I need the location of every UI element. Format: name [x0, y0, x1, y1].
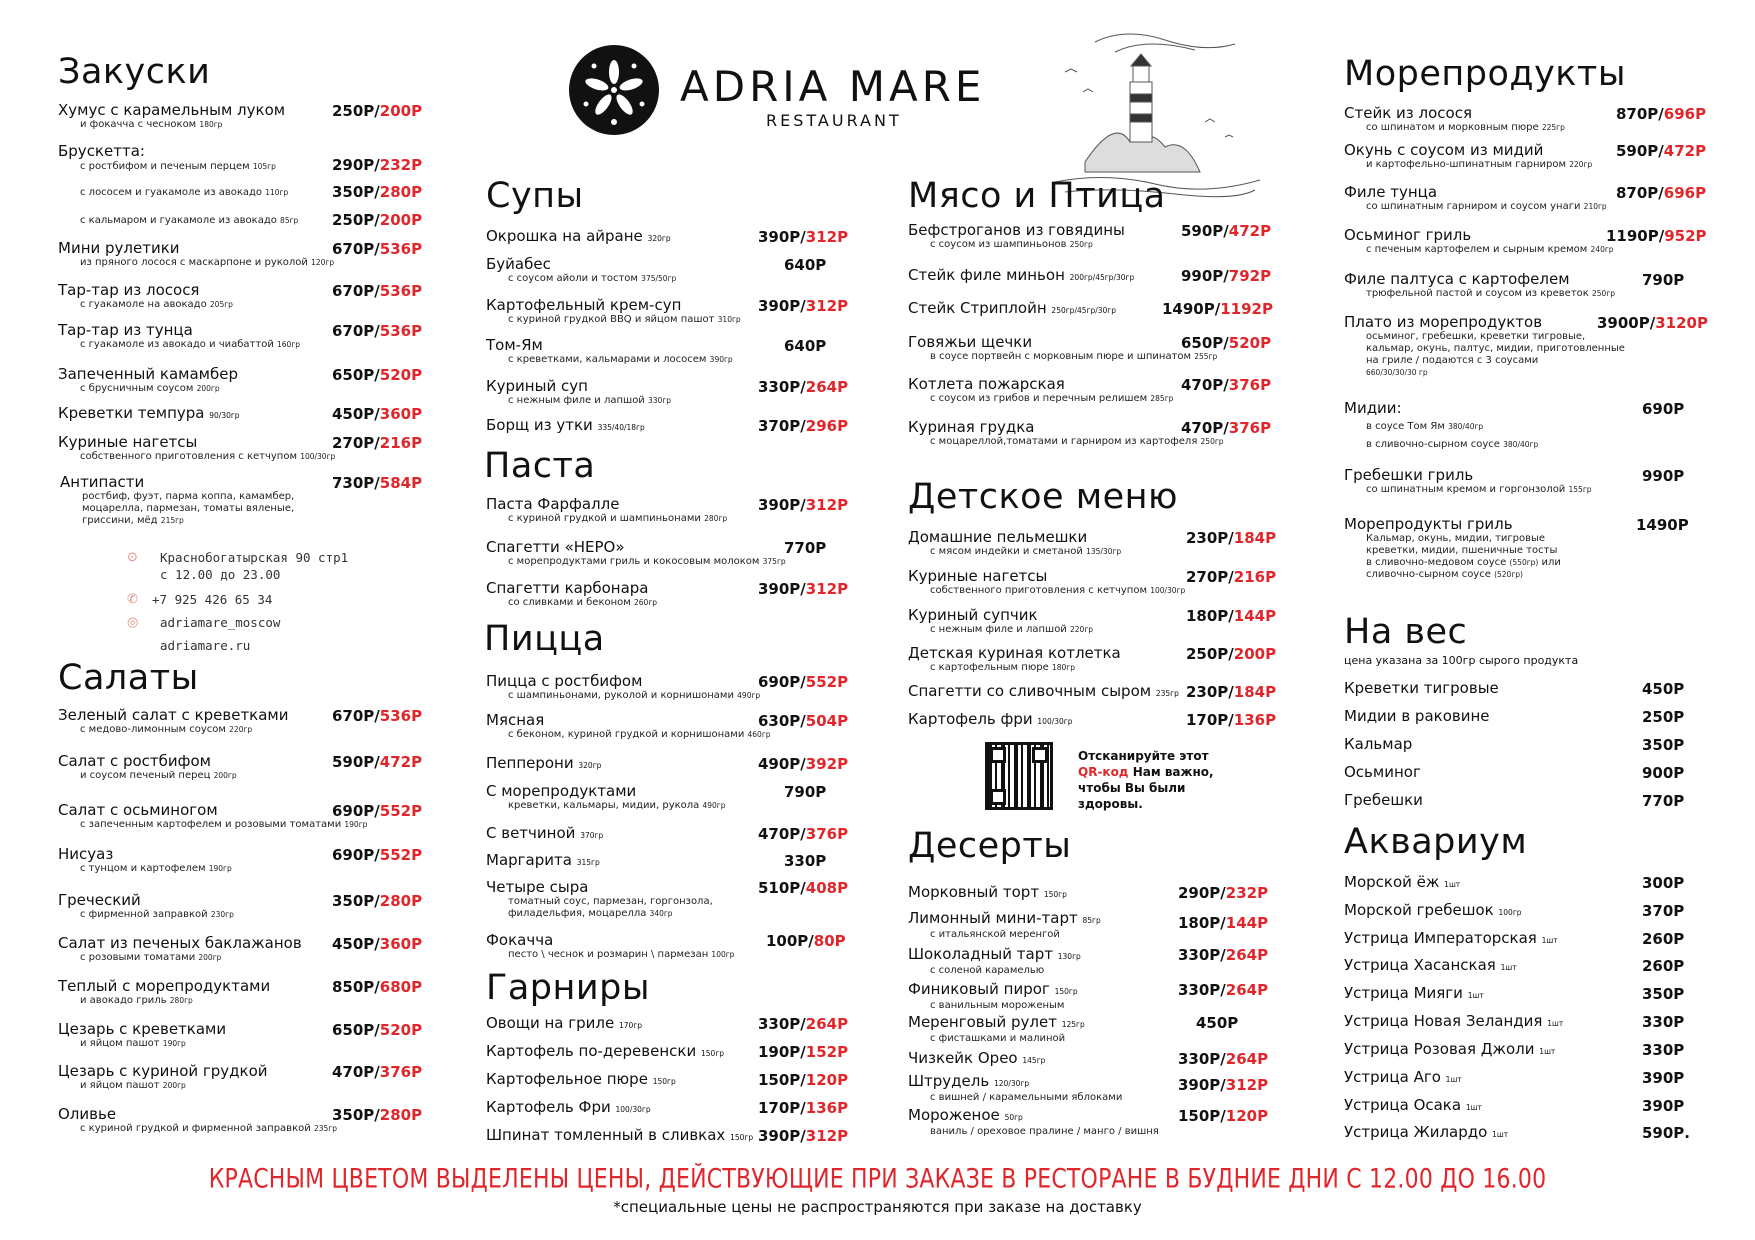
menu-item: Лимонный мини-тарт 85гр с итальянской меренгой	[908, 909, 1101, 940]
menu-item: Салат с осьминогом с запеченным картофелем и розовыми томатами 190гр	[58, 801, 368, 830]
instagram-link[interactable]: adriamare_moscow	[160, 615, 281, 630]
menu-item: Оливье с куриной грудкой и фирменной заправкой 235гр	[58, 1105, 337, 1134]
item-price: 270Р/216Р	[332, 434, 423, 452]
item-price: 990Р/792Р	[1181, 267, 1272, 285]
section-title-naves: На вес	[1344, 612, 1468, 652]
menu-item	[58, 102, 285, 131]
menu-item: Куриная грудка с моцареллой,томатами и гарниром из картофеля 250гр	[908, 418, 1224, 447]
menu-item: Спагетти карбонара со сливками и беконом 260гр	[486, 579, 658, 608]
item-price: 670Р/536Р	[332, 240, 423, 258]
menu-item: Креветки тигровые	[1344, 679, 1499, 697]
menu-item: Стейк из лосося со шпинатом и морковным пюре 225гр	[1344, 104, 1565, 133]
item-price: 370Р/296Р	[758, 417, 849, 435]
item-price: 260Р	[1642, 930, 1685, 948]
menu-item: Фокачча песто \ чеснок и розмарин \ пармезан 100гр	[486, 931, 735, 960]
item-price: 590Р/472Р	[332, 753, 423, 771]
item-price: 350Р	[1642, 985, 1685, 1003]
menu-item: Устрица Жилардо 1шт	[1344, 1123, 1509, 1141]
section-title-supy: Супы	[486, 176, 584, 216]
menu-item: Овощи на гриле 170гр	[486, 1014, 643, 1032]
item-price: 790Р	[784, 783, 827, 801]
menu-item: Нисуаз с тунцом и картофелем 190гр	[58, 845, 232, 874]
phone-link[interactable]: +7 925 426 65 34	[152, 592, 273, 607]
item-price: 150Р/120Р	[758, 1071, 849, 1089]
item-price: 450Р/360Р	[332, 405, 423, 423]
item-price: 180Р/144Р	[1186, 607, 1277, 625]
menu-item: Стейк филе миньон 200гр/45гр/30гр	[908, 266, 1135, 284]
qr-code[interactable]	[985, 742, 1053, 810]
item-price: 3900Р/3120Р	[1597, 314, 1708, 332]
menu-item: Шпинат томленный в сливках 150гр	[486, 1126, 754, 1144]
menu-item: Устрица Розовая Джоли 1шт	[1344, 1040, 1556, 1058]
item-price: 450Р	[1642, 680, 1685, 698]
item-price: 290Р/232Р	[332, 156, 423, 174]
item-price: 690Р/552Р	[332, 846, 423, 864]
menu-item: Мидии: в соусе Том Ям 380/40гр в сливочно-сырном соусе 380/40гр	[1344, 399, 1539, 450]
item-price: 590Р.	[1642, 1124, 1691, 1142]
section-title-detskoe: Детское меню	[908, 477, 1179, 517]
menu-item: Картофель по-деревенски 150гр	[486, 1042, 725, 1060]
lighthouse-illustration-icon	[1055, 22, 1260, 202]
item-price: 390Р/312Р	[1178, 1076, 1269, 1094]
item-price: 630Р/504Р	[758, 712, 849, 730]
item-price: 470Р/376Р	[1181, 376, 1272, 394]
menu-item: Спагетти «НЕРО» с морепродуктами гриль и кокосовым молоком 375гр	[486, 538, 786, 567]
menu-item: Картофель Фри 100/30гр	[486, 1098, 651, 1116]
menu-item: Тар-тар из тунца с гуакамоле из авокадо и чиабаттой 160гр	[58, 321, 301, 350]
item-price: 170Р/136Р	[758, 1099, 849, 1117]
item-price: 470Р/376Р	[1181, 419, 1272, 437]
address: Краснобогатырская 90 стр1	[160, 550, 349, 565]
menu-item: Запеченный камамбер с брусничным соусом 200гр	[58, 365, 238, 394]
logo	[568, 44, 660, 140]
menu-item: Паста Фарфалле с куриной грудкой и шампиньонами 280гр	[486, 495, 728, 524]
menu-item: Буйабес с соусом айоли и тостом 375/50гр	[486, 255, 677, 284]
item-price: 850Р/680Р	[332, 978, 423, 996]
item-price: 670Р/536Р	[332, 707, 423, 725]
item-price: 270Р/216Р	[1186, 568, 1277, 586]
item-price: 390Р/312Р	[758, 297, 849, 315]
item-price: 640Р	[784, 337, 827, 355]
restaurant-name: ADRIA MARE	[680, 62, 986, 111]
menu-item: Штрудель 120/30гр с вишней / карамельными яблоками	[908, 1072, 1123, 1103]
menu-item: Салат из печеных баклажанов с розовыми томатами 200гр	[58, 934, 302, 963]
menu-item: Устрица Осака 1шт	[1344, 1096, 1482, 1114]
menu-item: Четыре сыра томатный соус, пармезан, горгонзола, филадельфия, моцарелла 340гр	[486, 878, 713, 919]
item-price: 180Р/144Р	[1178, 914, 1269, 932]
item-price: 650Р/520Р	[1181, 334, 1272, 352]
website-link[interactable]: adriamare.ru	[160, 638, 251, 653]
menu-item: Картофель фри 100/30гр	[908, 710, 1073, 728]
menu-item: Домашние пельмешки с мясом индейки и сметаной 135/30гр	[908, 528, 1122, 557]
menu-item: Греческий с фирменной заправкой 230гр	[58, 891, 234, 920]
item-price: 730Р/584Р	[332, 474, 423, 492]
item-price: 390Р/312Р	[758, 580, 849, 598]
section-title-myaso: Мясо и Птица	[908, 176, 1166, 216]
item-price: 230Р/184Р	[1186, 683, 1277, 701]
menu-item: С ветчиной 370гр	[486, 824, 604, 842]
menu-item: Куриные нагетсы собственного приготовления с кетчупом 100/30гр	[908, 567, 1186, 596]
item-price: 260Р	[1642, 957, 1685, 975]
item-price: 390Р/312Р	[758, 228, 849, 246]
menu-item: Пицца с ростбифом с шампиньонами, руколой и корнишонами 490гр	[486, 672, 761, 701]
item-price: 770Р	[1642, 792, 1685, 810]
menu-item: Бефстроганов из говядины с соусом из шампиньонов 250гр	[908, 221, 1125, 250]
menu-item: Тар-тар из лосося с гуакамоле на авокадо 205гр	[58, 281, 233, 310]
menu-item: Пепперони 320гр	[486, 754, 602, 772]
item-price: 590Р/472Р	[1181, 222, 1272, 240]
item-price: 670Р/536Р	[332, 322, 423, 340]
item-price: 230Р/184Р	[1186, 529, 1277, 547]
menu-item: Шоколадный тарт 130гр с соленой карамелью	[908, 945, 1081, 976]
item-price: 650Р/520Р	[332, 1021, 423, 1039]
section-title-pasta: Паста	[484, 446, 596, 486]
item-price: 250Р/200Р	[332, 102, 423, 120]
menu-item: Креветки темпура 90/30гр	[58, 404, 240, 422]
item-price: 650Р/520Р	[332, 366, 423, 384]
section-title-pizza: Пицца	[484, 619, 605, 659]
item-price: 150Р/120Р	[1178, 1107, 1269, 1125]
menu-item: с ростбифом и печеным перцем 105гр	[80, 161, 276, 172]
menu-item: Стейк Стриплойн 250гр/45гр/30гр	[908, 299, 1116, 317]
menu-item: Зеленый салат с креветками с медово-лимонным соусом 220гр	[58, 706, 289, 735]
menu-item: Устрица Хасанская 1шт	[1344, 956, 1517, 974]
item-price: 330Р/264Р	[1178, 946, 1269, 964]
menu-item: с кальмаром и гуакамоле из авокадо 85гр	[80, 215, 299, 226]
menu-item: Картофельное пюре 150гр	[486, 1070, 676, 1088]
menu-item: Морской ёж 1шт	[1344, 873, 1461, 891]
menu-item: Теплый с морепродуктами и авокадо гриль 280гр	[58, 977, 271, 1006]
menu-item: Морковный торт 150гр	[908, 883, 1067, 901]
menu-item: Устрица Императорская 1шт	[1344, 929, 1558, 947]
item-price: 330Р	[1642, 1041, 1685, 1059]
item-price: 350Р/280Р	[332, 1106, 423, 1124]
item-price: 870Р/696Р	[1616, 105, 1707, 123]
menu-item: Плато из морепродуктов осьминог, гребешки, креветки тигровые, кальмар, окунь, палтус, мидии, приготовленные на гриле / подаются с 3 соусами 660/30/30/30 гр	[1344, 313, 1625, 377]
sand-dollar-logo-icon	[568, 44, 660, 136]
menu-item: Мини рулетики из пряного лосося с маскарпоне и руколой 120гр	[58, 239, 335, 268]
menu-item: Том-Ям с креветками, кальмарами и лососем 390гр	[486, 336, 733, 365]
item-desc: и фокачча с чесноком 180гр	[80, 119, 223, 130]
delivery-note: *специальные цены не распространяются при заказе на доставку	[613, 1198, 1142, 1216]
menu-item: Куриные нагетсы собственного приготовления с кетчупом 100/30гр	[58, 433, 336, 462]
item-price: 1490Р/1192Р	[1162, 300, 1273, 318]
menu-item: Гребешки гриль со шпинатным кремом и горгонзолой 155гр	[1344, 466, 1592, 495]
item-price: 470Р/376Р	[332, 1063, 423, 1081]
menu-item: Картофельный крем-суп с куриной грудкой BBQ и яйцом пашот 310гр	[486, 296, 741, 325]
item-price: 1490Р	[1636, 516, 1689, 534]
item-price: 690Р	[1642, 400, 1685, 418]
item-price: 190Р/152Р	[758, 1043, 849, 1061]
item-price: 390Р	[1642, 1069, 1685, 1087]
item-price: 290Р/232Р	[1178, 884, 1269, 902]
menu-item: Мидии в раковине	[1344, 707, 1490, 725]
item-price: 330Р/264Р	[1178, 981, 1269, 999]
item-price: 770Р	[784, 539, 827, 557]
item-price: 350Р/280Р	[332, 892, 423, 910]
item-price: 330Р/264Р	[1178, 1050, 1269, 1068]
menu-item: Мороженое 50гр ваниль / ореховое пралине / манго / вишня	[908, 1106, 1159, 1137]
item-price: 330Р/264Р	[758, 378, 849, 396]
item-price: 590Р/472Р	[1616, 142, 1707, 160]
item-price: 1190Р/952Р	[1606, 227, 1707, 245]
item-price: 300Р	[1642, 874, 1685, 892]
menu-item: Устрица Новая Зеландия 1шт	[1344, 1012, 1564, 1030]
menu-item: Чизкейк Орео 145гр	[908, 1049, 1046, 1067]
restaurant-subtitle: RESTAURANT	[766, 111, 902, 130]
item-name: Хумус с карамельным луком	[58, 101, 286, 119]
item-price: 170Р/136Р	[1186, 711, 1277, 729]
item-price: 510Р/408Р	[758, 879, 849, 897]
menu-item: Брускетта:	[58, 142, 145, 160]
menu-item: Окрошка на айране 320гр	[486, 227, 671, 245]
menu-item: Куриный супчик с нежным филе и лапшой 220гр	[908, 606, 1094, 635]
item-price: 470Р/376Р	[758, 825, 849, 843]
menu-item: Салат с ростбифом и соусом печеный перец 200гр	[58, 752, 237, 781]
menu-item: Финиковый пирог 150гр с ванильным мороженым	[908, 980, 1078, 1011]
item-price: 100Р/80Р	[766, 932, 846, 950]
menu-item: Котлета пожарская с соусом из грибов и перечным релишем 285гр	[908, 375, 1174, 404]
section-title-garniry: Гарниры	[486, 968, 650, 1008]
section-title-deserty: Десерты	[908, 826, 1072, 866]
item-price: 350Р	[1642, 736, 1685, 754]
menu-item: Борщ из утки 335/40/18гр	[486, 416, 645, 434]
item-price: 250Р/200Р	[332, 211, 423, 229]
item-price: 330Р	[1642, 1013, 1685, 1031]
location-pin-icon: ⊙	[127, 550, 138, 565]
menu-item: Морской гребешок 100гр	[1344, 901, 1522, 919]
item-price: 900Р	[1642, 764, 1685, 782]
item-price: 450Р	[1196, 1014, 1239, 1032]
hours: с 12.00 до 23.00	[160, 567, 281, 582]
menu-item: Куриный суп с нежным филе и лапшой 330гр	[486, 377, 672, 406]
menu-item: Цезарь с креветками и яйцом пашот 190гр	[58, 1020, 227, 1049]
menu-item: Спагетти со сливочным сыром 235гр	[908, 682, 1179, 700]
phone-icon: ✆	[127, 592, 138, 607]
item-price: 870Р/696Р	[1616, 184, 1707, 202]
weekday-price-banner: КРАСНЫМ ЦВЕТОМ ВЫДЕЛЕНЫ ЦЕНЫ, ДЕЙСТВУЮЩИЕ ПРИ ЗАКАЗЕ В РЕСТОРАНЕ В БУДНИЕ ДНИ С 12.00 ДО 16.00	[208, 1164, 1547, 1195]
menu-item: Мясная с беконом, куриной грудкой и корнишонами 460гр	[486, 711, 771, 740]
naves-subtitle: цена указана за 100гр сырого продукта	[1344, 654, 1579, 667]
item-price: 990Р	[1642, 467, 1685, 485]
item-price: 390Р/312Р	[758, 496, 849, 514]
item-price: 330Р/264Р	[758, 1015, 849, 1033]
menu-item: Филе тунца со шпинатным гарниром и соусом унаги 210гр	[1344, 183, 1607, 212]
menu-item: Говяжьи щечки в соусе портвейн с морковным пюре и шпинатом 255гр	[908, 333, 1218, 362]
item-price: 450Р/360Р	[332, 935, 423, 953]
section-title-akvarium: Аквариум	[1344, 822, 1528, 862]
menu-item: Осьминог	[1344, 763, 1421, 781]
item-price: 690Р/552Р	[332, 802, 423, 820]
menu-item: С морепродуктами креветки, кальмары, мидии, рукола 490гр	[486, 782, 726, 811]
menu-item: Филе палтуса с картофелем трюфельной пастой и соусом из креветок 250гр	[1344, 270, 1616, 299]
item-price: 350Р/280Р	[332, 183, 423, 201]
section-title-salaty: Салаты	[58, 658, 199, 698]
qr-caption: Отсканируйте этот QR-код Нам важно, чтобы Вы были здоровы.	[1078, 749, 1214, 811]
item-price: 670Р/536Р	[332, 282, 423, 300]
menu-item: Меренговый рулет 125гр с фисташками и малиной	[908, 1013, 1085, 1044]
menu-item: Маргарита 315гр	[486, 851, 600, 869]
item-price: 640Р	[784, 256, 827, 274]
item-price: 250Р/200Р	[1186, 645, 1277, 663]
menu-item: Морепродукты гриль Кальмар, окунь, мидии, тигровые креветки, мидии, пшеничные тосты в сливочно-медовом соусе (550гр) или сливочно-сырном соусе (520гр)	[1344, 515, 1561, 580]
item-price: 390Р/312Р	[758, 1127, 849, 1145]
section-title-moreprodukty: Морепродукты	[1344, 54, 1626, 94]
item-price: 490Р/392Р	[758, 755, 849, 773]
menu-item: Устрица Мияги 1шт	[1344, 984, 1484, 1002]
menu-item: Детская куриная котлетка с картофельным пюре 180гр	[908, 644, 1121, 673]
menu-item: с лососем и гуакамоле из авокадо 110гр	[80, 187, 289, 198]
instagram-icon: ◎	[127, 615, 139, 630]
menu-item: Антипасти ростбиф, фуэт, парма коппа, камамбер, моцарелла, пармезан, томаты вяленые, гриссини, мёд 215гр	[60, 473, 295, 526]
item-price: 330Р	[784, 852, 827, 870]
item-price: 390Р	[1642, 1097, 1685, 1115]
menu-item: Гребешки	[1344, 791, 1423, 809]
item-price: 690Р/552Р	[758, 673, 849, 691]
menu-item: Осьминог гриль с печеным картофелем и сырным кремом 240гр	[1344, 226, 1614, 255]
item-price: 370Р	[1642, 902, 1685, 920]
item-price: 790Р	[1642, 271, 1685, 289]
menu-item: Окунь с соусом из мидий и картофельно-шпинатным гарниром 220гр	[1344, 141, 1593, 170]
menu-item: Цезарь с куриной грудкой и яйцом пашот 200гр	[58, 1062, 268, 1091]
item-price: 250Р	[1642, 708, 1685, 726]
section-title-zakuski: Закуски	[58, 52, 211, 92]
menu-item: Кальмар	[1344, 735, 1413, 753]
menu-item: Устрица Аго 1шт	[1344, 1068, 1462, 1086]
